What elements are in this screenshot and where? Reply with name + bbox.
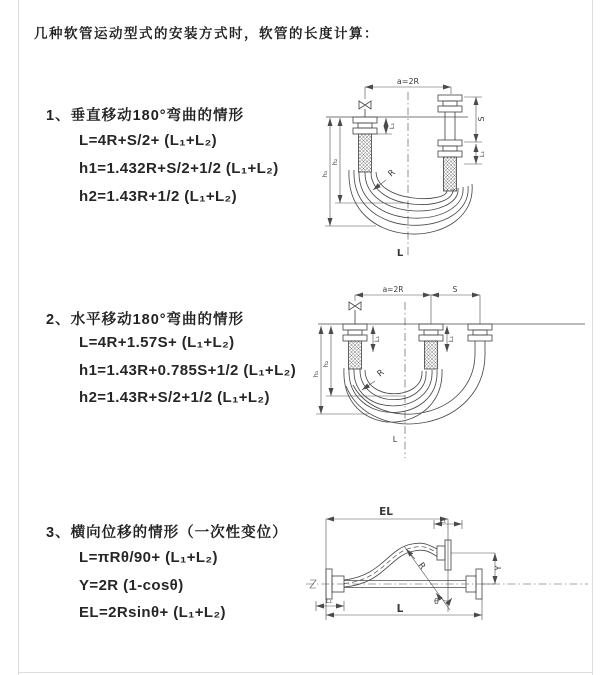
label-l1-left: L₁ [373,335,381,343]
section-1-formula-L: L=4R+S/2+ (L₁+L₂) [79,132,218,149]
section-1-formula-h2: h2=1.43R+1/2 (L₁+L₂) [79,188,238,205]
diagram-horizontal-180-bend [313,282,591,464]
section-3-formula-EL: EL=2Rsinθ+ (L₁+L₂) [79,604,226,621]
dimension-a2r [355,295,431,324]
label-l1-bottom: L₁ [325,597,333,605]
fitting-right-two-positions [438,95,462,191]
label-l1-left: L₁ [388,122,396,130]
section-2-formula-L: L=4R+1.57S+ (L₁+L₂) [79,334,235,351]
dimension-s [431,295,480,324]
radius-leader [406,549,415,559]
section-3-formula-Y: Y=2R (1-cosθ) [79,577,184,594]
label-h2: h₂ [322,360,330,368]
fitting-right [468,324,492,352]
label-l: L [396,248,404,259]
label-h1: h₁ [321,170,329,178]
label-s: S [477,116,486,122]
label-h2: h₂ [331,158,339,166]
fitting-left [343,324,367,369]
section-1-heading: 1、垂直移动180°弯曲的情形 [46,108,245,124]
label-l1-middle: L₁ [447,335,455,343]
section-3-formula-L: L=πRθ/90+ (L₁+L₂) [79,549,218,566]
dimension-h2 [326,326,405,396]
diagram-lateral-displacement [298,502,596,664]
label-theta: θ [434,597,439,606]
page-border-left [18,0,19,675]
label-l: L [392,435,398,444]
label-y: Y [494,565,503,571]
valve-icon [359,101,371,117]
section-3-heading: 3、横向位移的情形（一次性变位） [46,525,288,541]
label-r: R [415,560,428,572]
fitting-left [353,117,377,172]
valve-icon [349,302,361,324]
label-s: S [452,285,458,294]
section-2-formula-h2: h2=1.43R+S/2+1/2 (L₁+L₂) [79,389,270,406]
flange-upper [437,540,451,570]
label-r: R [386,167,398,180]
section-2-heading: 2、水平移动180°弯曲的情形 [46,312,245,328]
dimension-l [326,599,482,620]
label-l1-right: L₁ [478,150,486,158]
page-title: 几种软管运动型式的安装方式时，软管的长度计算： [34,26,379,41]
label-el: EL [379,506,393,518]
page-border-bottom [18,672,593,673]
label-a2r: a=2R [396,77,420,86]
fitting-middle [419,324,443,369]
section-1-formula-h1: h1=1.432R+S/2+1/2 (L₁+L₂) [79,160,279,177]
dimension-y [451,553,495,584]
label-l1-top: L₁ [439,516,447,525]
label-a2r: a=2R [382,285,404,294]
section-2-formula-h1: h1=1.43R+0.785S+1/2 (L₁+L₂) [79,362,297,379]
label-l: L [396,603,404,615]
diagram-vertical-180-bend [318,74,590,262]
label-r: R [375,367,387,380]
label-h1: h₁ [312,370,320,378]
